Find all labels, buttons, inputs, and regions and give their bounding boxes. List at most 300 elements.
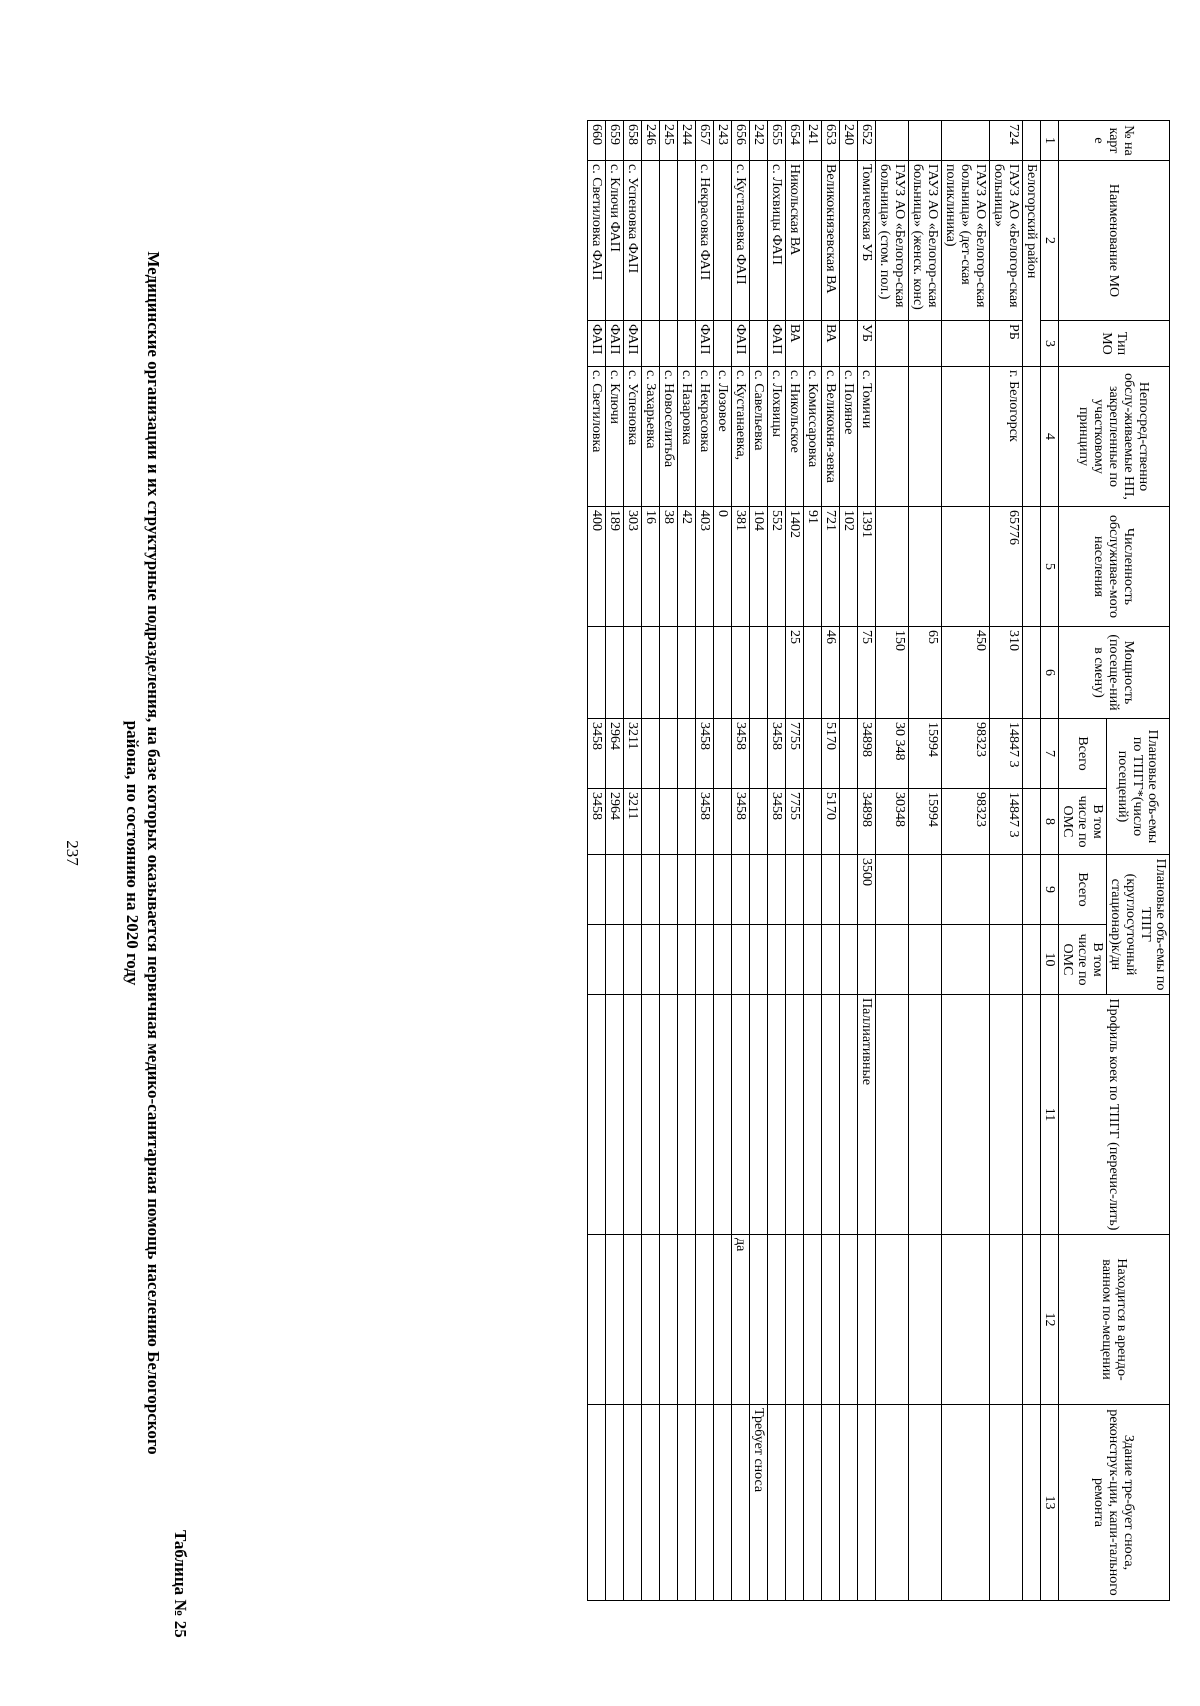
- table-cell: с. Ключи ФАП: [606, 161, 624, 321]
- table-cell: с. Светиловка ФАП: [588, 161, 606, 321]
- table-cell: [714, 995, 732, 1235]
- table-cell: да: [732, 1235, 750, 1405]
- section-title: Белогорский район: [1023, 161, 1041, 367]
- table-cell: 3458: [696, 789, 714, 855]
- table-cell: [876, 367, 909, 507]
- table-cell: [990, 925, 1023, 995]
- table-cell: [660, 855, 678, 925]
- table-cell: [696, 855, 714, 925]
- table-cell: [660, 719, 678, 789]
- table-cell: [714, 925, 732, 995]
- table-cell: [942, 321, 990, 367]
- table-cell: [750, 855, 768, 925]
- col-number: 8: [1041, 789, 1059, 855]
- table-cell: [750, 719, 768, 789]
- table-cell: ФАП: [696, 321, 714, 367]
- table-cell: [750, 995, 768, 1235]
- table-cell: Томичевская УБ: [858, 161, 876, 321]
- table-cell: [876, 321, 909, 367]
- table-cell: [942, 121, 990, 161]
- table-cell: [804, 1235, 822, 1405]
- title-line-2: района, по состоянию на 2020 году: [123, 720, 142, 986]
- col-number: 1: [1041, 121, 1059, 161]
- table-cell: 30 348: [876, 719, 909, 789]
- table-cell: [840, 1235, 858, 1405]
- col-number: 5: [1041, 507, 1059, 627]
- section-spacer: [1023, 1235, 1041, 1405]
- table-row: [768, 121, 786, 1601]
- table-cell: ГАУЗ АО «Белогор-ская больница» (дет-ская поликлиника): [942, 161, 990, 321]
- table-row: [750, 121, 768, 1601]
- table-row: [588, 121, 606, 1601]
- table-cell: [606, 855, 624, 925]
- table-cell: 5170: [822, 719, 840, 789]
- table-cell: с. Светиловка: [588, 367, 606, 507]
- table-cell: [606, 1405, 624, 1601]
- table-cell: 3458: [696, 719, 714, 789]
- table-cell: 65: [909, 627, 942, 719]
- table-cell: [642, 1235, 660, 1405]
- table-cell: [696, 995, 714, 1235]
- table-cell: [804, 321, 822, 367]
- table-cell: ФАП: [732, 321, 750, 367]
- table-cell: [660, 627, 678, 719]
- table-cell: [624, 1405, 642, 1601]
- table-cell: [750, 1235, 768, 1405]
- table-cell: 7755: [786, 719, 804, 789]
- table-cell: 25: [786, 627, 804, 719]
- page-number: 237: [63, 840, 82, 866]
- table-cell: [588, 855, 606, 925]
- table-cell: [876, 507, 909, 627]
- table-row: [714, 121, 732, 1601]
- table-cell: [588, 1235, 606, 1405]
- document-title: [122, 40, 164, 1666]
- table-cell: [714, 1405, 732, 1601]
- table-cell: 657: [696, 121, 714, 161]
- table-cell: ГАУЗ АО «Белогор-ская больница»: [990, 161, 1023, 321]
- table-cell: [660, 161, 678, 321]
- table-cell: [588, 925, 606, 995]
- table-cell: [822, 1235, 840, 1405]
- col-number: 9: [1041, 855, 1059, 925]
- table-cell: [678, 925, 696, 995]
- table-cell: 656: [732, 121, 750, 161]
- table-cell: [732, 855, 750, 925]
- section-row: [1023, 121, 1041, 1601]
- header-visits-oms: В том числе по ОМС: [1059, 789, 1107, 855]
- table-cell: [804, 925, 822, 995]
- header-capacity: Мощность (посеще-ний в смену): [1059, 627, 1170, 719]
- table-cell: 2964: [606, 789, 624, 855]
- table-cell: [660, 1235, 678, 1405]
- table-cell: 303: [624, 507, 642, 627]
- table-cell: 0: [714, 507, 732, 627]
- table-cell: 150: [876, 627, 909, 719]
- table-cell: [714, 855, 732, 925]
- table-cell: [768, 995, 786, 1235]
- table-cell: 552: [768, 507, 786, 627]
- table-cell: [942, 367, 990, 507]
- table-cell: 7755: [786, 789, 804, 855]
- table-cell: 241: [804, 121, 822, 161]
- table-cell: [624, 925, 642, 995]
- header-map-number: № на карт е: [1059, 121, 1170, 161]
- header-bed-profile: Профиль коек по ТПГГ (перечис-лить): [1059, 995, 1170, 1235]
- table-cell: [732, 925, 750, 995]
- header-hospital: Плановые объ-емы по ТПГГ (круглосуточный стационар)к/дн: [1107, 855, 1170, 995]
- table-cell: 3458: [588, 719, 606, 789]
- table-cell: [909, 855, 942, 925]
- table-cell: с. Новоселитьба: [660, 367, 678, 507]
- table-cell: [876, 1235, 909, 1405]
- table-cell: [714, 321, 732, 367]
- table-cell: [909, 1405, 942, 1601]
- table-cell: [840, 855, 858, 925]
- header-visits-total: Всего: [1059, 719, 1107, 789]
- table-cell: ГАУЗ АО «Белогор-ская больница» (стом. пол.): [876, 161, 909, 321]
- table-cell: [858, 1235, 876, 1405]
- col-number: 6: [1041, 627, 1059, 719]
- table-cell: с. Некрасовка ФАП: [696, 161, 714, 321]
- table-cell: 242: [750, 121, 768, 161]
- table-cell: [714, 161, 732, 321]
- section-spacer: [1023, 789, 1041, 855]
- table-cell: [660, 995, 678, 1235]
- table-cell: ФАП: [606, 321, 624, 367]
- table-cell: [750, 789, 768, 855]
- table-cell: [642, 321, 660, 367]
- table-cell: 660: [588, 121, 606, 161]
- table-cell: [678, 789, 696, 855]
- table-cell: 310: [990, 627, 1023, 719]
- table-cell: [909, 507, 942, 627]
- section-spacer: [1023, 855, 1041, 925]
- table-cell: 16: [642, 507, 660, 627]
- table-cell: [678, 719, 696, 789]
- table-cell: [714, 719, 732, 789]
- table-cell: [804, 1405, 822, 1601]
- table-cell: [732, 627, 750, 719]
- section-spacer: [1023, 507, 1041, 627]
- table-row: [732, 121, 750, 1601]
- table-cell: 244: [678, 121, 696, 161]
- table-cell: [876, 925, 909, 995]
- table-cell: 1391: [858, 507, 876, 627]
- table-cell: 15994: [909, 789, 942, 855]
- table-cell: [660, 789, 678, 855]
- table-cell: [942, 855, 990, 925]
- table-cell: [588, 995, 606, 1235]
- table-cell: с. Кустанаевка,: [732, 367, 750, 507]
- table-cell: ГАУЗ АО «Белогор-ская больница» (женск. конс): [909, 161, 942, 321]
- table-cell: [768, 1235, 786, 1405]
- table-row: [942, 121, 990, 1601]
- table-cell: [786, 1405, 804, 1601]
- table-cell: [642, 995, 660, 1235]
- section-spacer: [1023, 627, 1041, 719]
- table-cell: 653: [822, 121, 840, 161]
- table-cell: [909, 367, 942, 507]
- table-row: [822, 121, 840, 1601]
- header-hospital-total: Всего: [1059, 855, 1107, 925]
- table-cell: с. Кустанаевка ФАП: [732, 161, 750, 321]
- table-cell: Требует сноса: [750, 1405, 768, 1601]
- table-cell: [624, 627, 642, 719]
- col-number: 11: [1041, 995, 1059, 1235]
- table-cell: [786, 855, 804, 925]
- table-cell: 3458: [768, 789, 786, 855]
- table-cell: [624, 855, 642, 925]
- table-cell: [786, 1235, 804, 1405]
- table-cell: 15994: [909, 719, 942, 789]
- table-cell: [732, 1405, 750, 1601]
- section-spacer: [1023, 121, 1041, 161]
- table-cell: [876, 1405, 909, 1601]
- table-cell: 652: [858, 121, 876, 161]
- table-cell: 102: [840, 507, 858, 627]
- registry-table: [587, 120, 1170, 1601]
- header-settlements: Непосред-ственно обслу-живаемые НП, закрепленные по участковому принципу: [1059, 367, 1170, 507]
- table-cell: [642, 925, 660, 995]
- table-cell: [942, 995, 990, 1235]
- table-cell: [678, 321, 696, 367]
- table-cell: 75: [858, 627, 876, 719]
- table-cell: с. Лохвицы ФАП: [768, 161, 786, 321]
- col-number: 7: [1041, 719, 1059, 789]
- table-cell: [840, 719, 858, 789]
- table-row: [804, 121, 822, 1601]
- table-cell: с. Лохвицы: [768, 367, 786, 507]
- table-cell: [642, 789, 660, 855]
- table-cell: [660, 1405, 678, 1601]
- header-repair: Здание тре-бует сноса, реконструк-ции, капи-тального ремонта: [1059, 1405, 1170, 1601]
- table-cell: 46: [822, 627, 840, 719]
- table-cell: 3211: [624, 719, 642, 789]
- table-cell: 246: [642, 121, 660, 161]
- table-cell: [696, 627, 714, 719]
- table-cell: [750, 627, 768, 719]
- table-row: [909, 121, 942, 1601]
- table-cell: с. Поляное: [840, 367, 858, 507]
- table-cell: [696, 1405, 714, 1601]
- table-cell: [822, 925, 840, 995]
- table-cell: ФАП: [588, 321, 606, 367]
- table-cell: [909, 121, 942, 161]
- table-cell: ВА: [822, 321, 840, 367]
- table-cell: [660, 321, 678, 367]
- table-cell: 658: [624, 121, 642, 161]
- table-cell: с. Никольское: [786, 367, 804, 507]
- table-cell: [714, 627, 732, 719]
- table-cell: 243: [714, 121, 732, 161]
- table-cell: [750, 161, 768, 321]
- table-cell: [840, 161, 858, 321]
- table-cell: [942, 507, 990, 627]
- table-row: [696, 121, 714, 1601]
- table-cell: [840, 995, 858, 1235]
- table-cell: Паллиативные: [858, 995, 876, 1235]
- table-cell: [942, 1405, 990, 1601]
- header-rented: Находится в арендо-ванном по-мещении: [1059, 1235, 1170, 1405]
- table-cell: с. Савельевка: [750, 367, 768, 507]
- table-row: [876, 121, 909, 1601]
- table-cell: с. Успеновка ФАП: [624, 161, 642, 321]
- table-cell: 189: [606, 507, 624, 627]
- col-number: 13: [1041, 1405, 1059, 1601]
- table-cell: [840, 925, 858, 995]
- table-cell: [696, 925, 714, 995]
- table-cell: 3458: [732, 719, 750, 789]
- table-cell: с. Великокня-зевка: [822, 367, 840, 507]
- table-cell: [678, 627, 696, 719]
- table-cell: [624, 995, 642, 1235]
- table-cell: с. Успеновка: [624, 367, 642, 507]
- table-cell: [786, 925, 804, 995]
- table-cell: с. Томичи: [858, 367, 876, 507]
- table-cell: [909, 321, 942, 367]
- table-cell: 3211: [624, 789, 642, 855]
- section-spacer: [1023, 995, 1041, 1235]
- table-cell: [588, 1405, 606, 1601]
- col-number: 10: [1041, 925, 1059, 995]
- header-hospital-oms: В том числе по ОМС: [1059, 925, 1107, 995]
- table-cell: [804, 161, 822, 321]
- table-number: Таблица № 25: [171, 1530, 190, 1638]
- table-cell: [642, 627, 660, 719]
- table-cell: [750, 321, 768, 367]
- header-population: Численность обслуживае-мого населения: [1059, 507, 1170, 627]
- table-cell: [642, 719, 660, 789]
- table-cell: с. Некрасовка: [696, 367, 714, 507]
- table-cell: [804, 627, 822, 719]
- table-cell: [909, 925, 942, 995]
- table-cell: 659: [606, 121, 624, 161]
- table-cell: [714, 1235, 732, 1405]
- table-cell: [642, 1405, 660, 1601]
- table-cell: 3458: [588, 789, 606, 855]
- table-cell: с. Комиссаровка: [804, 367, 822, 507]
- table-cell: 14847 3: [990, 789, 1023, 855]
- section-spacer: [1023, 719, 1041, 789]
- table-cell: [942, 1235, 990, 1405]
- header-visits: Плановые объ-емы по ТПГГ*(число посещений): [1107, 719, 1170, 855]
- header-mo-name: Наименование МО: [1059, 161, 1170, 321]
- table-cell: г. Белогорск: [990, 367, 1023, 507]
- table-cell: [822, 1405, 840, 1601]
- table-cell: РБ: [990, 321, 1023, 367]
- table-cell: ФАП: [624, 321, 642, 367]
- table-cell: 34898: [858, 789, 876, 855]
- table-cell: [696, 1235, 714, 1405]
- table-cell: 3500: [858, 855, 876, 925]
- table-cell: [876, 121, 909, 161]
- table-cell: [990, 995, 1023, 1235]
- table-cell: 38: [660, 507, 678, 627]
- section-spacer: [1023, 367, 1041, 507]
- table-cell: 724: [990, 121, 1023, 161]
- table-cell: Никольская ВА: [786, 161, 804, 321]
- table-cell: 403: [696, 507, 714, 627]
- table-row: [990, 121, 1023, 1601]
- table-cell: [606, 627, 624, 719]
- table-cell: 5170: [822, 789, 840, 855]
- table-cell: [822, 995, 840, 1235]
- section-spacer: [1023, 925, 1041, 995]
- table-cell: [804, 855, 822, 925]
- table-row: [678, 121, 696, 1601]
- table-cell: 1402: [786, 507, 804, 627]
- table-cell: 42: [678, 507, 696, 627]
- table-cell: [750, 925, 768, 995]
- col-number: 12: [1041, 1235, 1059, 1405]
- table-cell: [909, 995, 942, 1235]
- table-row: [642, 121, 660, 1601]
- table-cell: с. Назаровка: [678, 367, 696, 507]
- table-cell: [840, 789, 858, 855]
- table-cell: [678, 1405, 696, 1601]
- table-cell: [678, 855, 696, 925]
- table-row: [660, 121, 678, 1601]
- table-cell: 450: [942, 627, 990, 719]
- table-cell: ВА: [786, 321, 804, 367]
- table-cell: [942, 925, 990, 995]
- table-cell: 30348: [876, 789, 909, 855]
- table-cell: [660, 925, 678, 995]
- table-cell: [840, 321, 858, 367]
- table-cell: [642, 161, 660, 321]
- table-cell: [876, 995, 909, 1235]
- table-cell: [678, 1235, 696, 1405]
- table-cell: [822, 855, 840, 925]
- table-cell: [858, 925, 876, 995]
- table-cell: [732, 995, 750, 1235]
- table-cell: [990, 1235, 1023, 1405]
- table-cell: [768, 855, 786, 925]
- table-cell: 91: [804, 507, 822, 627]
- table-row: [624, 121, 642, 1601]
- table-cell: [786, 995, 804, 1235]
- table-cell: [858, 1405, 876, 1601]
- table-cell: Великокнязевская ВА: [822, 161, 840, 321]
- table-cell: [624, 1235, 642, 1405]
- table-cell: [990, 855, 1023, 925]
- table-cell: 98323: [942, 789, 990, 855]
- table-cell: [804, 995, 822, 1235]
- table-row: [606, 121, 624, 1601]
- table-cell: [840, 1405, 858, 1601]
- table-cell: 3458: [732, 789, 750, 855]
- table-cell: ФАП: [768, 321, 786, 367]
- table-cell: 14847 3: [990, 719, 1023, 789]
- table-cell: [990, 1405, 1023, 1601]
- table-cell: [804, 719, 822, 789]
- section-spacer: [1023, 1405, 1041, 1601]
- table-cell: [840, 627, 858, 719]
- table-cell: 400: [588, 507, 606, 627]
- table-cell: [606, 995, 624, 1235]
- table-cell: 721: [822, 507, 840, 627]
- table-cell: 3458: [768, 719, 786, 789]
- table-cell: [768, 627, 786, 719]
- table-cell: 104: [750, 507, 768, 627]
- table-cell: [876, 855, 909, 925]
- table-cell: 240: [840, 121, 858, 161]
- table-cell: [678, 161, 696, 321]
- table-cell: [588, 627, 606, 719]
- table-cell: [678, 995, 696, 1235]
- table-row: [840, 121, 858, 1601]
